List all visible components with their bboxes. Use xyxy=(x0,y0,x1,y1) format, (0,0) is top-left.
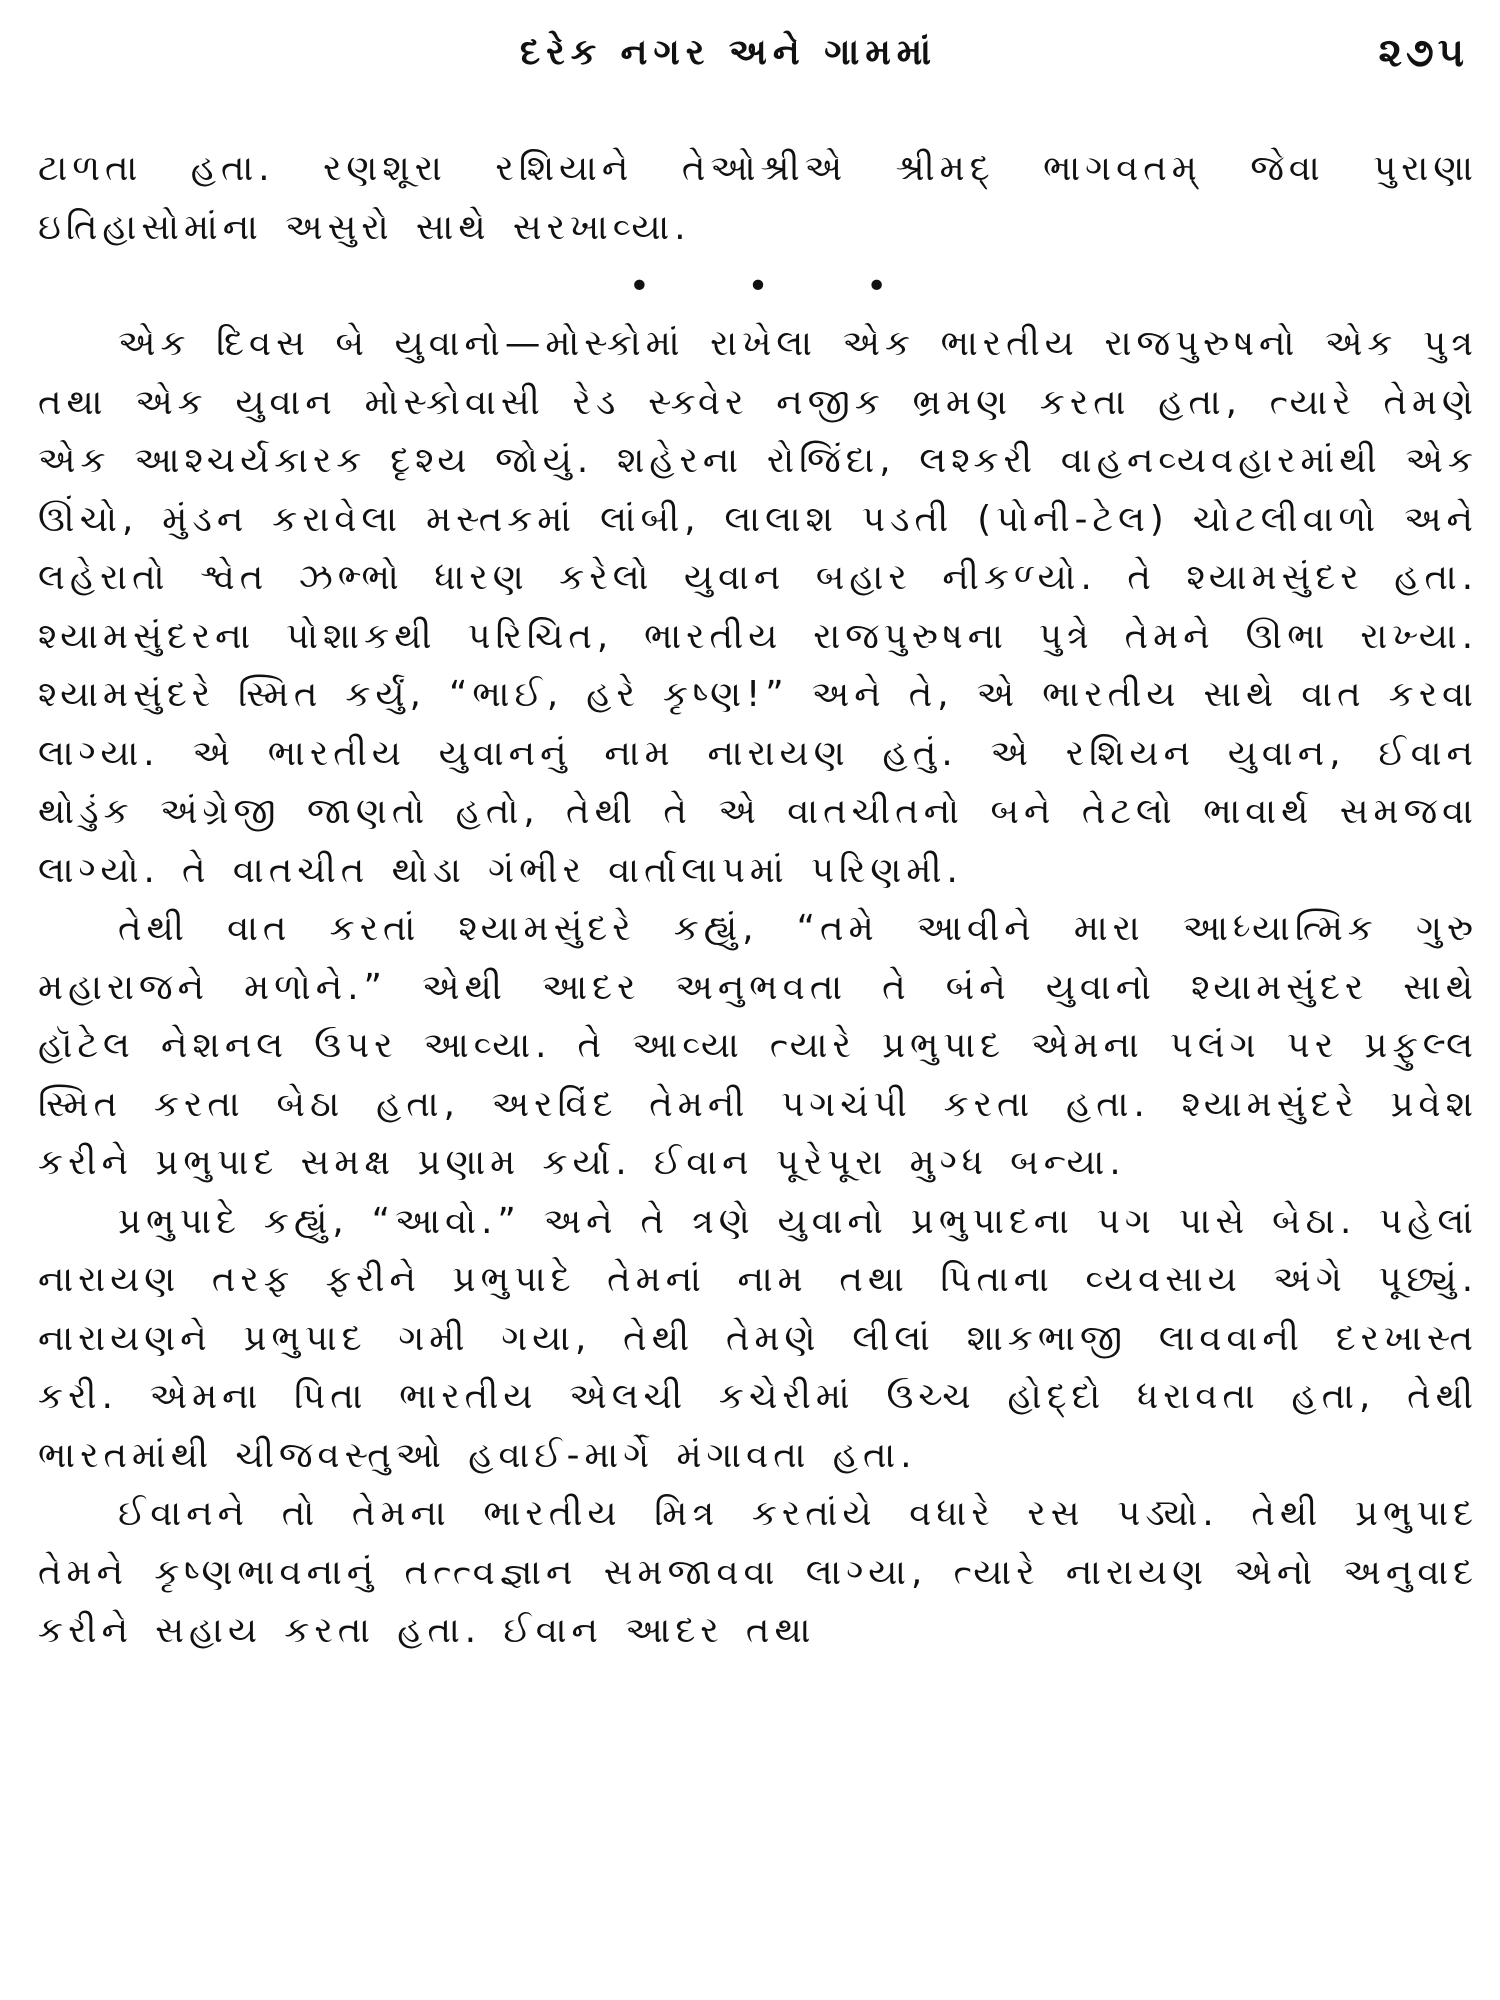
section-separator: • • • xyxy=(628,266,928,307)
page-number: ૨૭૫ xyxy=(1378,30,1468,76)
paragraph: તેથી વાત કરતાં શ્યામસુંદરે કહ્યું, “તમે આવીને મારા આધ્યાત્મિક ગુરુ મહારાજને મળોને.” એથી આદર અનુભવતા તે બંને યુવાનો શ્યામસુંદર સાથે હૉટેલ નેશનલ ઉપર આવ્યા. તે આવ્યા ત્યારે પ્રભુપાદ એમના પલંગ પર પ્રફુલ્લ સ્મિત કરતા બેઠા હતા, અરવિંદ તેમની પગચંપી કરતા હતા. શ્યામસુંદરે પ્રવેશ કરીને પ્રભુપાદ સમક્ષ પ્રણામ કર્યા. ઈવાન પૂરેપૂરા મુગ્ધ બન્યા. xyxy=(38,908,1478,1183)
body-text xyxy=(38,140,1478,1661)
paragraph-continued: ટાળતા હતા. રણશૂરા રશિયાને તેઓશ્રીએ શ્રીમદ્‌ ભાગવતમ્‌ જેવા પુરાણા ઇતિહાસોમાંના અસુરો સાથે સરખાવ્યા. xyxy=(38,148,1478,248)
running-header: દરેક નગર અને ગામમાં xyxy=(520,32,938,73)
paragraph: પ્રભુપાદે કહ્યું, “આવો.” અને તે ત્રણે યુવાનો પ્રભુપાદના પગ પાસે બેઠા. પહેલાં નારાયણ તરફ ફરીને પ્રભુપાદે તેમનાં નામ તથા પિતાના વ્યવસાય અંગે પૂછ્યું. નારાયણને પ્રભુપાદ ગમી ગયા, તેથી તેમણે લીલાં શાકભાજી લાવવાની દરખાસ્ત કરી. એમના પિતા ભારતીય એલચી કચેરીમાં ઉચ્ચ હોદ્દો ધરાવતા હતા, તેથી ભારતમાંથી ચીજવસ્તુઓ હવાઈ-માર્ગે મંગાવતા હતા. xyxy=(38,1200,1478,1476)
paragraph: ઈવાનને તો તેમના ભારતીય મિત્ર કરતાંયે વધારે રસ પડ્યો. તેથી પ્રભુપાદ તેમને કૃષ્ણભાવનાનું તત્ત્વજ્ઞાન સમજાવવા લાગ્યા, ત્યારે નારાયણ એનો અનુવાદ કરીને સહાય કરતા હતા. ઈવાન આદર તથા xyxy=(38,1493,1478,1651)
paragraph: એક દિવસ બે યુવાનો—મોસ્કોમાં રાખેલા એક ભારતીય રાજપુરુષનો એક પુત્ર તથા એક યુવાન મોસ્કોવાસી રેડ સ્ક્વેર નજીક ભ્રમણ કરતા હતા, ત્યારે તેમણે એક આશ્ચર્યકારક દૃશ્ય જોયું. શહેરના રોજિંદા, લશ્કરી વાહનવ્યવહારમાંથી એક ઊંચો, મુંડન કરાવેલા મસ્તકમાં લાંબી, લાલાશ પડતી (પોની-ટેલ) ચોટલીવાળો અને લહેરાતો શ્વેત ઝભ્ભો ધારણ કરેલો યુવાન બહાર નીકળ્યો. તે શ્યામસુંદર હતા. શ્યામસુંદરના પોશાકથી પરિચિત, ભારતીય રાજપુરુષના પુત્રે તેમને ઊભા રાખ્યા. શ્યામસુંદરે સ્મિત કર્યું, “ભાઈ, હરે કૃષ્ણ!” અને તે, એ ભારતીય સાથે વાત કરવા લાગ્યા. એ ભારતીય યુવાનનું નામ નારાયણ હતું. એ રશિયન યુવાન, ઈવાન થોડુંક અંગ્રેજી જાણતો હતો, તેથી તે એ વાતચીતનો બને તેટલો ભાવાર્થ સમજવા લાગ્યો. તે વાતચીત થોડા ગંભીર વાર્તાલાપમાં પરિણમી. xyxy=(38,323,1478,891)
